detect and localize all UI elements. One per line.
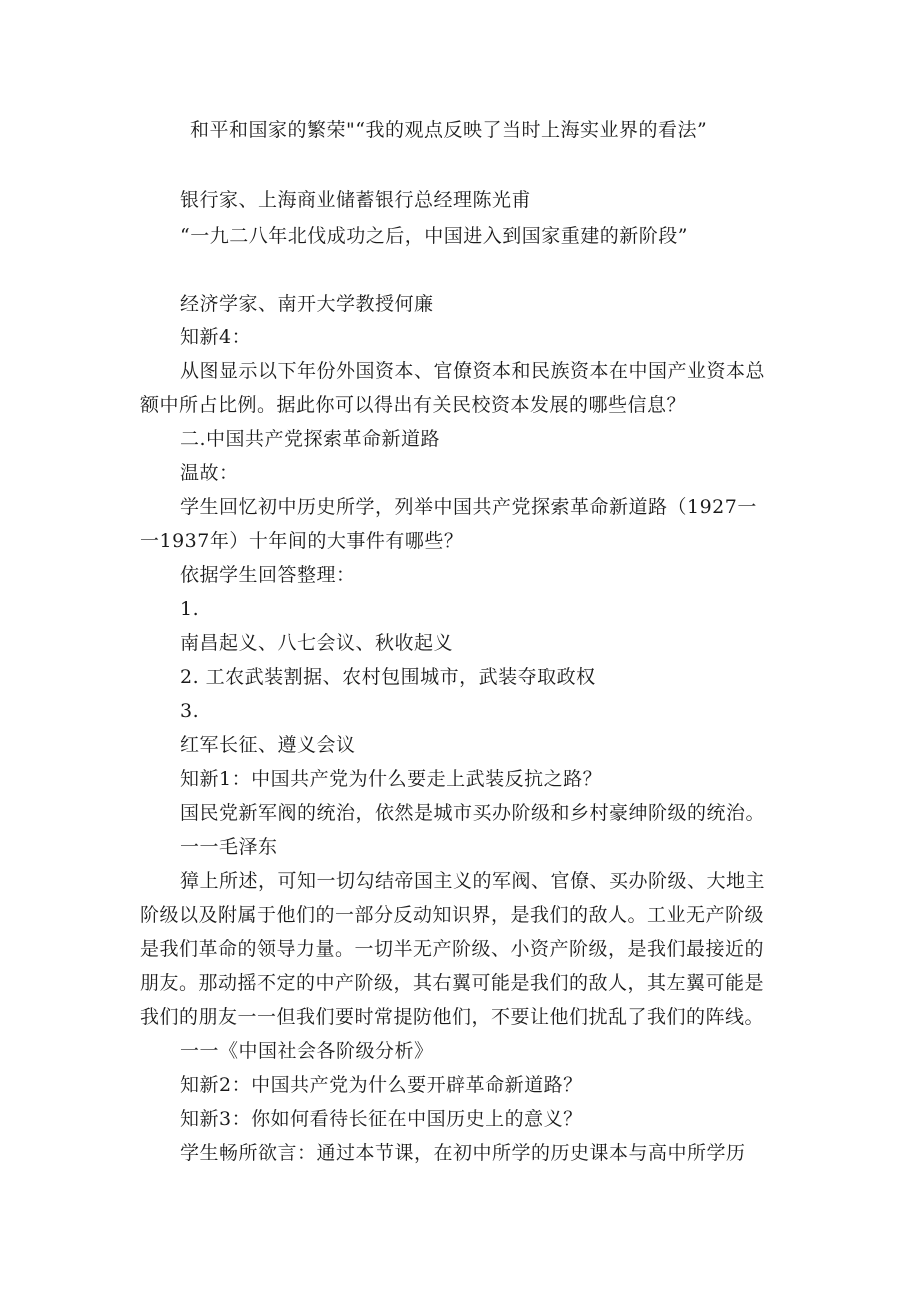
text-line: 经济学家、南开大学教授何廉	[180, 293, 434, 315]
quote-attribution: 一一《中国社会各阶级分析》	[180, 1040, 434, 1062]
text-line: 和平和国家的繁荣"“我的观点反映了当时上海实业界的看法”	[190, 119, 708, 141]
quote-attribution: 一一毛泽东	[180, 836, 278, 858]
text-line: 一1937年）十年间的大事件有哪些？	[140, 530, 464, 552]
text-line: 朋友。那动摇不定的中产阶级，其右翼可能是我们的敌人，其左翼可能是	[140, 972, 765, 994]
text-line: 学生畅所欲言：通过本节课，在初中所学的历史课本与高中所学历	[180, 1142, 746, 1164]
text-line: 额中所占比例。据此你可以得出有关民校资本发展的哪些信息？	[140, 394, 687, 416]
text-line: 知新2：中国共产党为什么要开辟革命新道路？	[180, 1074, 583, 1096]
text-line: 银行家、上海商业储蓄银行总经理陈光甫	[180, 189, 532, 211]
text-line: 学生回忆初中历史所学，列举中国共产党探索革命新道路（1927一	[180, 496, 757, 518]
list-number: 1.	[180, 598, 200, 620]
text-line: 知新4：	[180, 326, 252, 348]
list-number: 3.	[180, 700, 200, 722]
text-line: 是我们革命的领导力量。一切半无产阶级、小资产阶级，是我们最接近的	[140, 938, 765, 960]
list-item: 2. 工农武装割据、农村包围城市，武装夺取政权	[180, 666, 596, 688]
text-line: 知新3：你如何看待长征在中国历史上的意义？	[180, 1108, 583, 1130]
text-line: 我们的朋友一一但我们要时常提防他们，不要让他们扰乱了我们的阵线。	[140, 1006, 765, 1028]
text-line: 依据学生回答整理：	[180, 564, 356, 586]
text-line: 阶级以及附属于他们的一部分反动知识界，是我们的敌人。工业无产阶级	[140, 904, 765, 926]
list-item: 红军长征、遵义会议	[180, 734, 356, 756]
list-item: 南昌起义、八七会议、秋收起义	[180, 632, 454, 654]
text-line: 温故：	[180, 462, 239, 484]
text-line: “一九二八年北伐成功之后，中国进入到国家重建的新阶段”	[180, 225, 688, 247]
text-line: 知新1：中国共产党为什么要走上武装反抗之路？	[180, 768, 603, 790]
text-line: 獐上所述，可知一切勾结帝国主义的军阀、官僚、买办阶级、大地主	[180, 870, 766, 892]
quote-line: 国民党新军阀的统治，依然是城市买办阶级和乡村豪绅阶级的统治。	[180, 802, 766, 824]
section-heading: 二.中国共产党探索革命新道路	[180, 428, 441, 450]
text-line: 从图显示以下年份外国资本、官僚资本和民族资本在中国产业资本总	[180, 360, 766, 382]
